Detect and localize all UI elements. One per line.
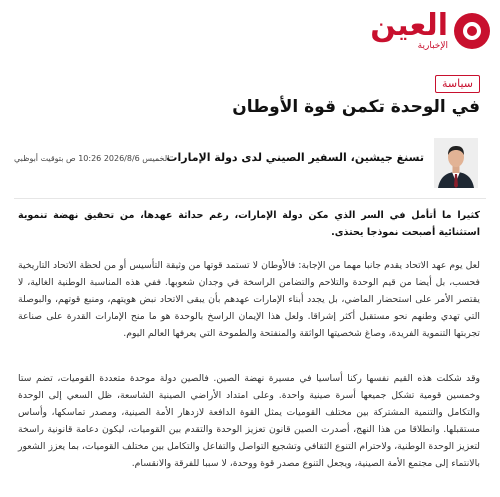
author-portrait-icon bbox=[434, 138, 478, 188]
author-row bbox=[0, 128, 500, 190]
logo-text bbox=[370, 7, 448, 52]
category-badge[interactable]: سياسة bbox=[435, 75, 480, 93]
logo-subtitle: الإخبارية bbox=[417, 40, 448, 51]
article-paragraph: وقد شكلت هذه القيم نفسها ركنا أساسيا في مسيرة نهضة الصين. فالصين دولة موحدة متعددة القوميات، تضم ستا وخمسين قومية تشكل جميعها أسرة صينية واحدة. وعلى امتداد الأراضي الصينية الشاسعة، ظل السعي إلى الوحدة والتكامل والتنمية المشتركة بين مختلف القوميات يمثل القوة الدافعة لازدهار الأمة الصينية، ومصدر تماسكها، وأساس مستقبلها. وانطلاقا من هذا النهج، أصدرت الصين قانون تعزيز الوحدة والتقدم بين القوميات، ليكون دعامة قانونية راسخة لتعزيز الوحدة الوطنية، ولاحترام التنوع الثقافي وتشجيع التواصل والتفاعل والتكامل بين مختلف القوميات، بما يعزز الشعور بالانتماء إلى مجتمع الأمة الصينية، ويجعل التنوع مصدر قوة ووحدة، لا سببا للفرقة والانقسام. bbox=[18, 373, 480, 469]
author-name[interactable]: تسنغ جيشين، السفير الصيني لدى دولة الإمارات bbox=[166, 151, 424, 164]
publish-date: الخميس 2026/8/6 10:26 ص بتوقيت أبوظبي bbox=[14, 154, 170, 163]
article-paragraph: لعل يوم عهد الاتحاد يقدم جانبا مهما من الإجابة: فالأوطان لا تستمد قوتها من وثيقة التأسيس أو من لحظة الاتحاد التاريخية فحسب، بل أيضا من قيم الوحدة والتلاحم والتضامن الراسخة في وجدان شعوبها. ففي هذه المناسبة الوطنية الغالية، لا يقتصر الأمر على استحضار الماضي، بل يجدد أبناء الإمارات عهدهم بأن يبقى الاتحاد نبض هويتهم، ومنبع قوتهم، والبوصلة التي تهدي وطنهم نحو مستقبل أكثر إشراقا. ولعل هذا الإيمان الراسخ بالوحدة هو ما منح الإمارات القدرة على صناعة تجربتها التنموية الفريدة، وصاغ شخصيتها الواثقة والمنفتحة والطموحة التي يعرفها العالم اليوم. bbox=[18, 260, 480, 339]
logo-emblem-icon bbox=[454, 13, 490, 49]
divider bbox=[14, 198, 486, 199]
site-logo[interactable] bbox=[350, 6, 490, 56]
article-lead: كثيرا ما أتأمل في السر الذي مكن دولة الإمارات، رغم حداثة عهدها، من تحقيق نهضة تنموية استثنائية أصبحت نموذجا يحتذى. bbox=[18, 210, 480, 238]
logo-word: العين bbox=[370, 7, 448, 43]
article-title: في الوحدة تكمن قوة الأوطان bbox=[232, 97, 480, 117]
site-header bbox=[0, 0, 500, 62]
author-avatar bbox=[434, 138, 478, 188]
